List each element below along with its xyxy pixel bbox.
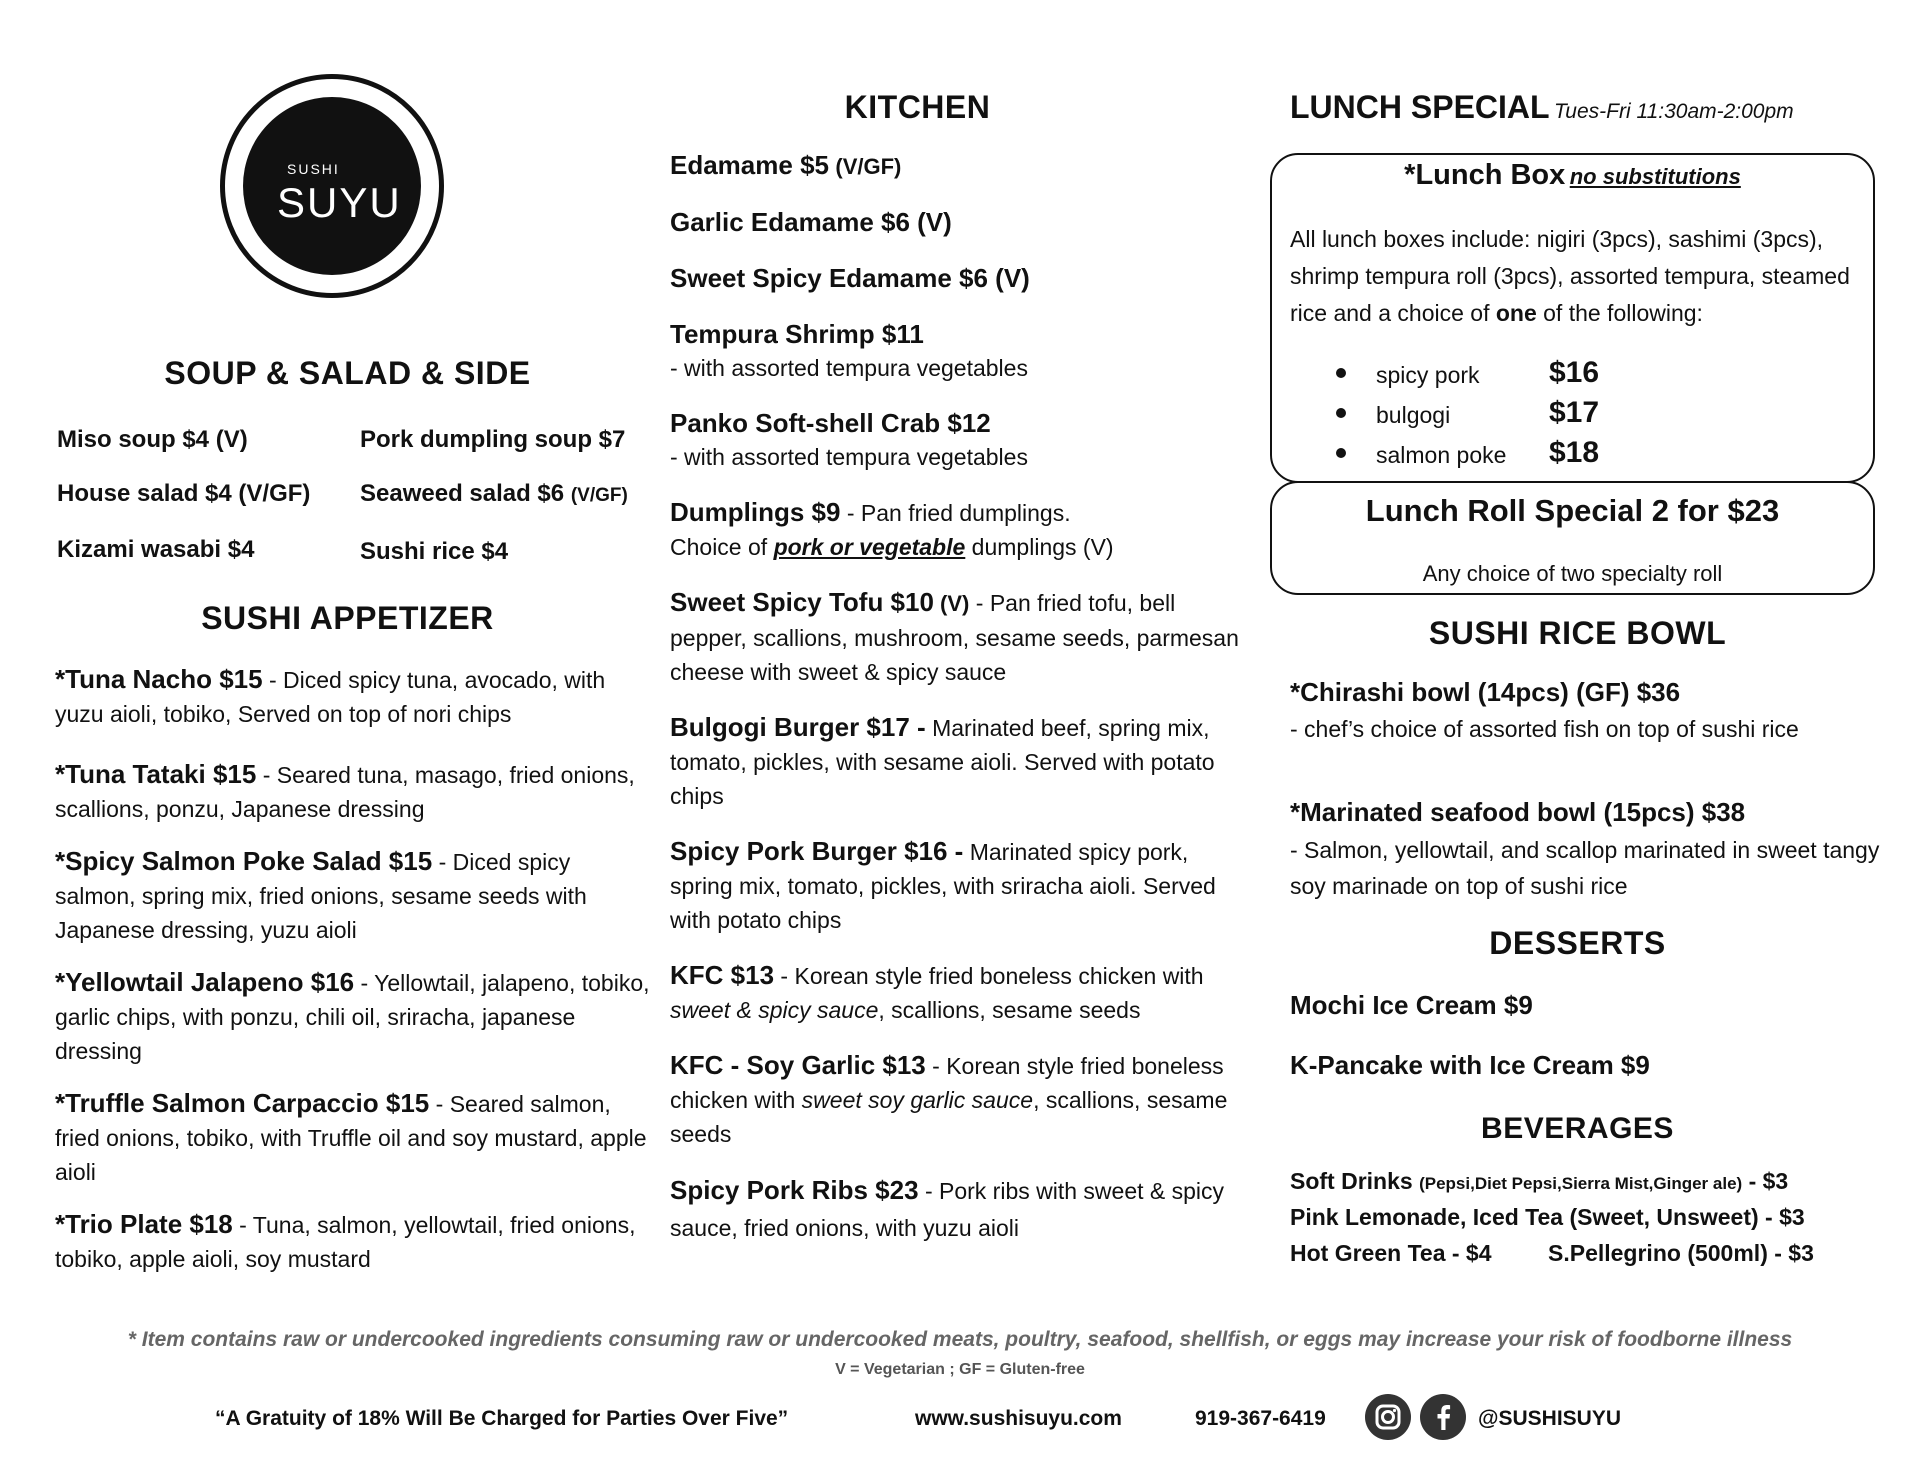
- item-name: *Trio Plate $18: [55, 1209, 233, 1239]
- dessert-item: Mochi Ice Cream $9: [1290, 990, 1533, 1020]
- item-name: Spicy Pork Burger $16 -: [670, 836, 964, 866]
- appetizer-section-title: SUSHI APPETIZER: [201, 600, 494, 636]
- soup-item: [360, 480, 628, 508]
- item-desc: - Seared tuna, masago, fried onions, scallions, ponzu, Japanese dressing: [55, 762, 635, 822]
- appetizer-item: [55, 662, 650, 731]
- lunch-box-title: *Lunch Box: [1404, 159, 1566, 191]
- soup-item: Sushi rice $4: [360, 538, 509, 565]
- lunch-hours: Tues-Fri 11:30am-2:00pm: [1554, 100, 1794, 123]
- dessert-item: K-Pancake with Ice Cream $9: [1290, 1050, 1650, 1080]
- option-name: spicy pork: [1376, 362, 1480, 388]
- soup-item-text: Seaweed salad $6: [360, 480, 565, 507]
- lunch-roll-description: Any choice of two specialty roll: [1422, 561, 1723, 586]
- soup-item: House salad $4 (V/GF): [57, 480, 311, 507]
- item-desc: - Pan fried dumplings.: [840, 500, 1071, 526]
- lunch-option: [1336, 398, 1736, 438]
- appetizer-list: [55, 662, 650, 1276]
- item-name: *Spicy Salmon Poke Salad $15: [55, 846, 433, 876]
- item-sauce: sweet soy garlic sauce: [801, 1087, 1034, 1113]
- logo-sushi-text: SUSHI: [287, 161, 340, 177]
- rice-bowl-list: [1290, 672, 1880, 904]
- item-name: *Marinated seafood bowl (15pcs) $38: [1290, 797, 1746, 827]
- bev-price: - $3: [1742, 1168, 1789, 1194]
- rice-bowl-item: [1290, 792, 1880, 904]
- item-name: Dumplings $9: [670, 497, 841, 527]
- item-name: *Truffle Salmon Carpaccio $15: [55, 1088, 430, 1118]
- website-link[interactable]: www.sushisuyu.com: [915, 1407, 1122, 1430]
- kitchen-item: [670, 317, 1255, 385]
- item-desc: Choice of: [670, 534, 774, 560]
- phone-number: 919-367-6419: [1195, 1407, 1326, 1430]
- item-name: Panko Soft-shell Crab $12: [670, 408, 991, 438]
- appetizer-item: [55, 965, 650, 1068]
- item-desc: - Pork ribs with sweet & spicy sauce, fried onions, with yuzu aioli: [670, 1178, 1225, 1241]
- item-desc: , scallions, sesame seeds: [878, 997, 1141, 1023]
- appetizer-item: [55, 1086, 650, 1189]
- desserts-section-title: DESSERTS: [1489, 925, 1666, 961]
- desc-emphasis: one: [1495, 300, 1537, 326]
- logo-suyu-text: SUYU: [277, 179, 402, 226]
- item-name: Sweet Spicy Edamame $6 (V): [670, 263, 1030, 293]
- lunch-header: [1290, 89, 1794, 126]
- item-desc: Marinated beef, spring mix, tomato, pickles, with sesame aioli. Served with potato chips: [670, 715, 1215, 809]
- instagram-glyph: [1365, 1394, 1411, 1440]
- lunch-option: [1336, 438, 1736, 478]
- item-desc: - Korean style fried boneless chicken with: [774, 963, 1204, 989]
- item-name: *Tuna Nacho $15: [55, 664, 263, 694]
- lunch-box-panel: [1270, 153, 1875, 483]
- item-desc: - Seared salmon, fried onions, tobiko, with Truffle oil and soy mustard, apple aioli: [55, 1091, 647, 1185]
- soup-item-tag: (V/GF): [570, 485, 628, 506]
- item-desc: - with assorted tempura vegetables: [670, 355, 1028, 381]
- kitchen-item: [670, 261, 1255, 296]
- option-price: $17: [1549, 396, 1600, 429]
- kitchen-item: [670, 205, 1255, 240]
- social-handle[interactable]: @SUSHISUYU: [1478, 1407, 1622, 1430]
- item-desc: dumplings (V): [965, 534, 1114, 560]
- lunch-roll-title: Lunch Roll Special 2 for $23: [1365, 493, 1780, 528]
- soup-item: Kizami wasabi $4: [57, 536, 255, 563]
- item-name: Sweet Spicy Tofu $10: [670, 587, 934, 617]
- kitchen-list: [670, 148, 1255, 1247]
- item-name: KFC - Soy Garlic $13: [670, 1050, 926, 1080]
- item-desc: , scallions, sesame seeds: [670, 1087, 1228, 1147]
- lunch-roll-panel: [1270, 481, 1875, 595]
- item-name: KFC $13: [670, 960, 775, 990]
- lunch-box-heading: [1272, 159, 1873, 192]
- desc-text: of the following:: [1536, 300, 1703, 326]
- appetizer-item: [55, 1207, 650, 1276]
- item-name: *Tuna Tataki $15: [55, 759, 257, 789]
- lunch-option: [1336, 358, 1736, 398]
- rice-bowl-item: [1290, 672, 1880, 746]
- item-desc: - Salmon, yellowtail, and scallop marinated in sweet tangy soy marinade on top of sushi rice: [1290, 837, 1880, 899]
- beverage-pellegrino: S.Pellegrino (500ml) - $3: [1548, 1240, 1814, 1266]
- item-desc: - with assorted tempura vegetables: [670, 444, 1028, 470]
- beverage-soft-drinks: [1290, 1168, 1788, 1195]
- beverage-lemonade: Pink Lemonade, Iced Tea (Sweet, Unsweet) - $3: [1290, 1204, 1805, 1230]
- item-desc: - Diced spicy salmon, spring mix, fried onions, sesame seeds with Japanese dressing, yuzu aioli: [55, 849, 587, 943]
- soup-item: Miso soup $4 (V): [57, 426, 248, 453]
- kitchen-item: [670, 585, 1255, 689]
- option-name: salmon poke: [1376, 442, 1507, 468]
- bullet-icon: [1336, 448, 1346, 458]
- diet-legend: V = Vegetarian ; GF = Gluten-free: [835, 1361, 1085, 1378]
- item-desc: - Korean style fried boneless chicken with: [670, 1053, 1224, 1113]
- lunch-section-title: LUNCH SPECIAL: [1290, 89, 1550, 125]
- lunch-box-description: [1290, 221, 1861, 332]
- kitchen-item: [670, 406, 1255, 474]
- kitchen-item: [670, 495, 1255, 564]
- facebook-icon[interactable]: [1420, 1394, 1466, 1440]
- kitchen-item: [670, 1048, 1255, 1151]
- item-name: Edamame $5: [670, 150, 829, 180]
- rice-bowl-section-title: SUSHI RICE BOWL: [1428, 615, 1727, 651]
- kitchen-section-title: KITCHEN: [844, 89, 991, 125]
- item-name: *Chirashi bowl (14pcs) (GF) $36: [1290, 677, 1681, 707]
- item-sauce: sweet & spicy sauce: [670, 997, 879, 1023]
- kitchen-item: [670, 958, 1255, 1027]
- desc-text: All lunch boxes include: nigiri (3pcs), sashimi (3pcs), shrimp tempura roll (3pcs), assorted tempura, steamed rice and a choice of: [1290, 226, 1850, 326]
- item-desc: - Diced spicy tuna, avocado, with yuzu aioli, tobiko, Served on top of nori chips: [55, 667, 606, 727]
- item-tag: (V/GF): [835, 154, 902, 179]
- soup-section-title: SOUP & SALAD & SIDE: [164, 355, 531, 391]
- item-name: *Yellowtail Jalapeno $16: [55, 967, 355, 997]
- item-name: Spicy Pork Ribs $23: [670, 1175, 919, 1205]
- item-name: Tempura Shrimp $11: [670, 319, 924, 349]
- bullet-icon: [1336, 408, 1346, 418]
- kitchen-item: [670, 1172, 1255, 1247]
- kitchen-item: [670, 148, 1255, 184]
- appetizer-item: [55, 844, 650, 947]
- bev-options: (Pepsi,Diet Pepsi,Sierra Mist,Ginger ale): [1419, 1174, 1743, 1193]
- bev-name: Soft Drinks: [1290, 1168, 1420, 1194]
- option-price: $16: [1549, 356, 1600, 389]
- item-desc: Marinated spicy pork, spring mix, tomato, pickles, with sriracha aioli. Served with potato chips: [670, 839, 1216, 933]
- beverages-section-title: BEVERAGES: [1481, 1112, 1674, 1145]
- item-desc: - Pan fried tofu, bell pepper, scallions, mushroom, sesame seeds, parmesan cheese with sweet & spicy sauce: [670, 590, 1239, 685]
- raw-food-warning: * Item contains raw or undercooked ingredients consuming raw or undercooked meats, poultry, seafood, shellfish, or eggs may increase your risk of foodborne illness: [127, 1328, 1793, 1351]
- item-desc: - Tuna, salmon, yellowtail, fried onions, tobiko, apple aioli, soy mustard: [55, 1212, 636, 1272]
- item-desc: - Yellowtail, jalapeno, tobiko, garlic chips, with ponzu, chili oil, sriracha, japanese dressing: [55, 970, 650, 1064]
- item-tag: (V): [933, 591, 970, 616]
- lunch-box-options: [1336, 358, 1736, 478]
- lunch-box-note: no substitutions: [1569, 164, 1741, 189]
- facebook-glyph: [1420, 1394, 1466, 1440]
- sushi-suyu-logo: [220, 74, 444, 298]
- item-name: Garlic Edamame $6 (V): [670, 207, 952, 237]
- gratuity-note: “A Gratuity of 18% Will Be Charged for Parties Over Five”: [215, 1407, 789, 1430]
- item-desc: - chef’s choice of assorted fish on top of sushi rice: [1290, 716, 1799, 742]
- item-name: Bulgogi Burger $17 -: [670, 712, 926, 742]
- item-choice: pork or vegetable: [773, 534, 966, 560]
- option-price: $18: [1549, 436, 1600, 469]
- instagram-icon[interactable]: [1365, 1394, 1411, 1440]
- soup-item: Pork dumpling soup $7: [360, 426, 626, 453]
- option-name: bulgogi: [1376, 402, 1451, 428]
- kitchen-item: [670, 834, 1255, 937]
- kitchen-item: [670, 710, 1255, 813]
- appetizer-item: [55, 757, 650, 826]
- beverage-green-tea: Hot Green Tea - $4: [1290, 1240, 1492, 1266]
- bullet-icon: [1336, 368, 1346, 378]
